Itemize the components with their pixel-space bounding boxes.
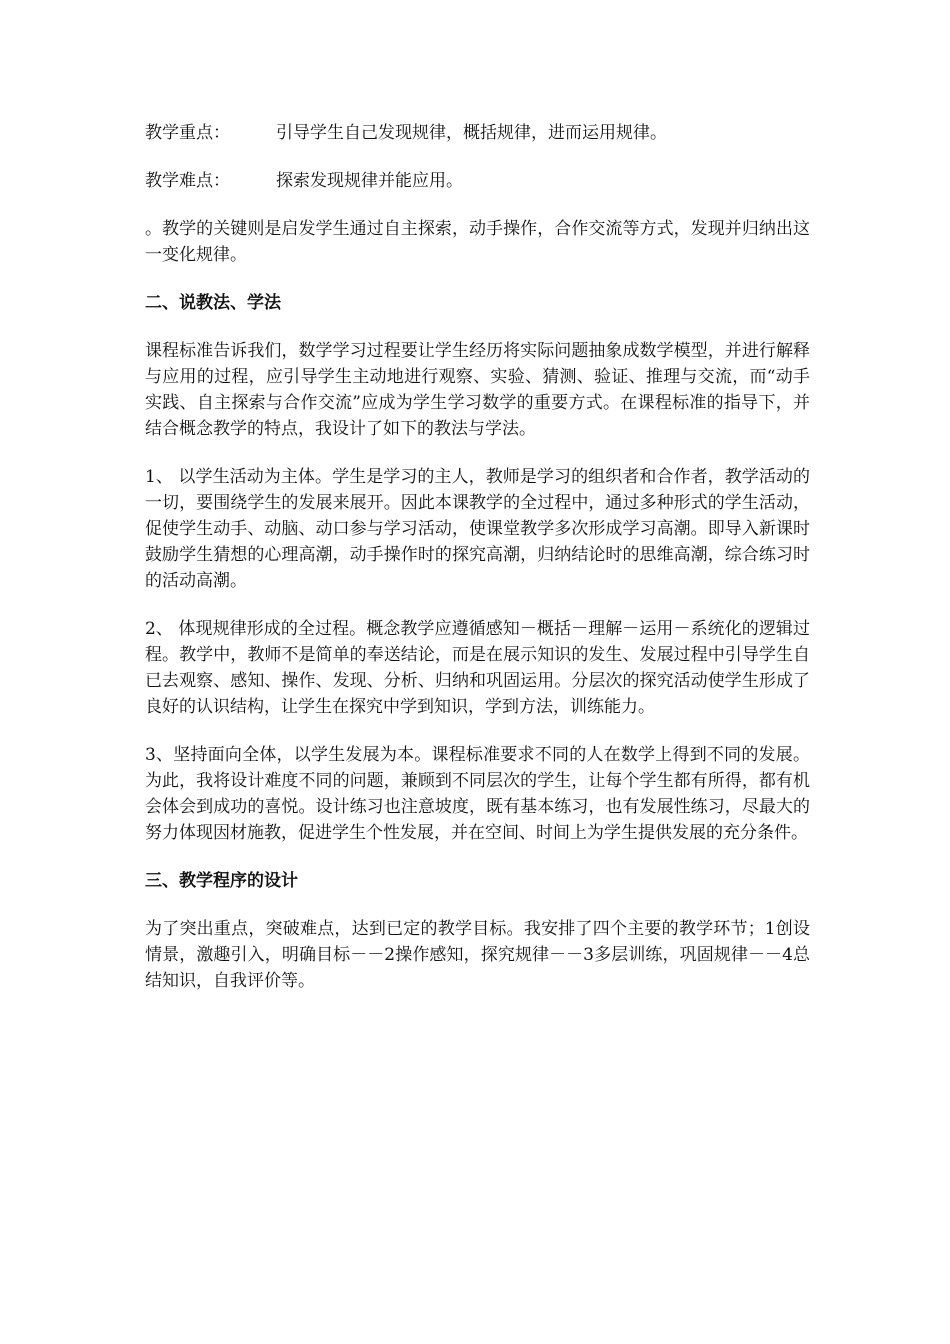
section-2-point-2: 2、 体现规律形成的全过程。概念教学应遵循感知－概括－理解－运用－系统化的逻辑过程。教学中，教师不是简单的奉送结论，而是在展示知识的发生、发展过程中引导学生自已去观察、感知、操作、发现、分析、归纳和巩固运用。分层次的探究活动使学生形成了良好的认识结构，让学生在探究中学到知识，学到方法，训练能力。 — [145, 619, 810, 717]
document-page — [145, 120, 810, 1016]
section-3-text: 为了突出重点，突破难点，达到已定的教学目标。我安排了四个主要的教学环节；1创设情景，激趣引入，明确目标－－2操作感知，探究规律－－3多层训练，巩固规律－－4总结知识，自我评价等。 — [145, 919, 810, 991]
teaching-focus — [145, 120, 810, 146]
section-3-heading: 三、教学程序的设计 — [145, 871, 298, 891]
section-2-point-3: 3、坚持面向全体，以学生发展为本。课程标准要求不同的人在数学上得到不同的发展。为此，我将设计难度不同的问题，兼顾到不同层次的学生，让每个学生都有所得，都有机会体会到成功的喜悦。设计练习也注意坡度，既有基本练习，也有发展性练习，尽最大的努力体现因材施教，促进学生个性发展，并在空间、时间上为学生提供发展的充分条件。 — [145, 745, 810, 843]
teaching-difficulty — [145, 168, 810, 194]
section-2-heading: 二、说教法、学法 — [145, 293, 281, 313]
teaching-difficulty-label: 教学难点： — [145, 171, 230, 191]
key-paragraph: 。教学的关键则是启发学生通过自主探索，动手操作，合作交流等方式，发现并归纳出这一变化规律。 — [145, 219, 810, 265]
section-2-point-1: 1、 以学生活动为主体。学生是学习的主人，教师是学习的组织者和合作者，教学活动的一切，要围绕学生的发展来展开。因此本课教学的全过程中，通过多种形式的学生活动，促使学生动手、动脑、动口参与学习活动，使课堂教学多次形成学习高潮。即导入新课时鼓励学生猜想的心理高潮，动手操作时的探究高潮，归纳结论时的思维高潮，综合练习时的活动高潮。 — [145, 467, 810, 591]
section-2-intro: 课程标准告诉我们，数学学习过程要让学生经历将实际问题抽象成数学模型，并进行解释与应用的过程，应引导学生主动地进行观察、实验、猜测、验证、推理与交流，而“动手实践、自主探索与合作交流”应成为学生学习数学的重要方式。在课程标准的指导下，并结合概念教学的特点，我设计了如下的教法与学法。 — [145, 341, 810, 439]
teaching-focus-label: 教学重点： — [145, 123, 230, 143]
teaching-focus-text: 引导学生自己发现规律，概括规律，进而运用规律。 — [276, 123, 667, 143]
teaching-difficulty-text: 探索发现规律并能应用。 — [276, 171, 463, 191]
